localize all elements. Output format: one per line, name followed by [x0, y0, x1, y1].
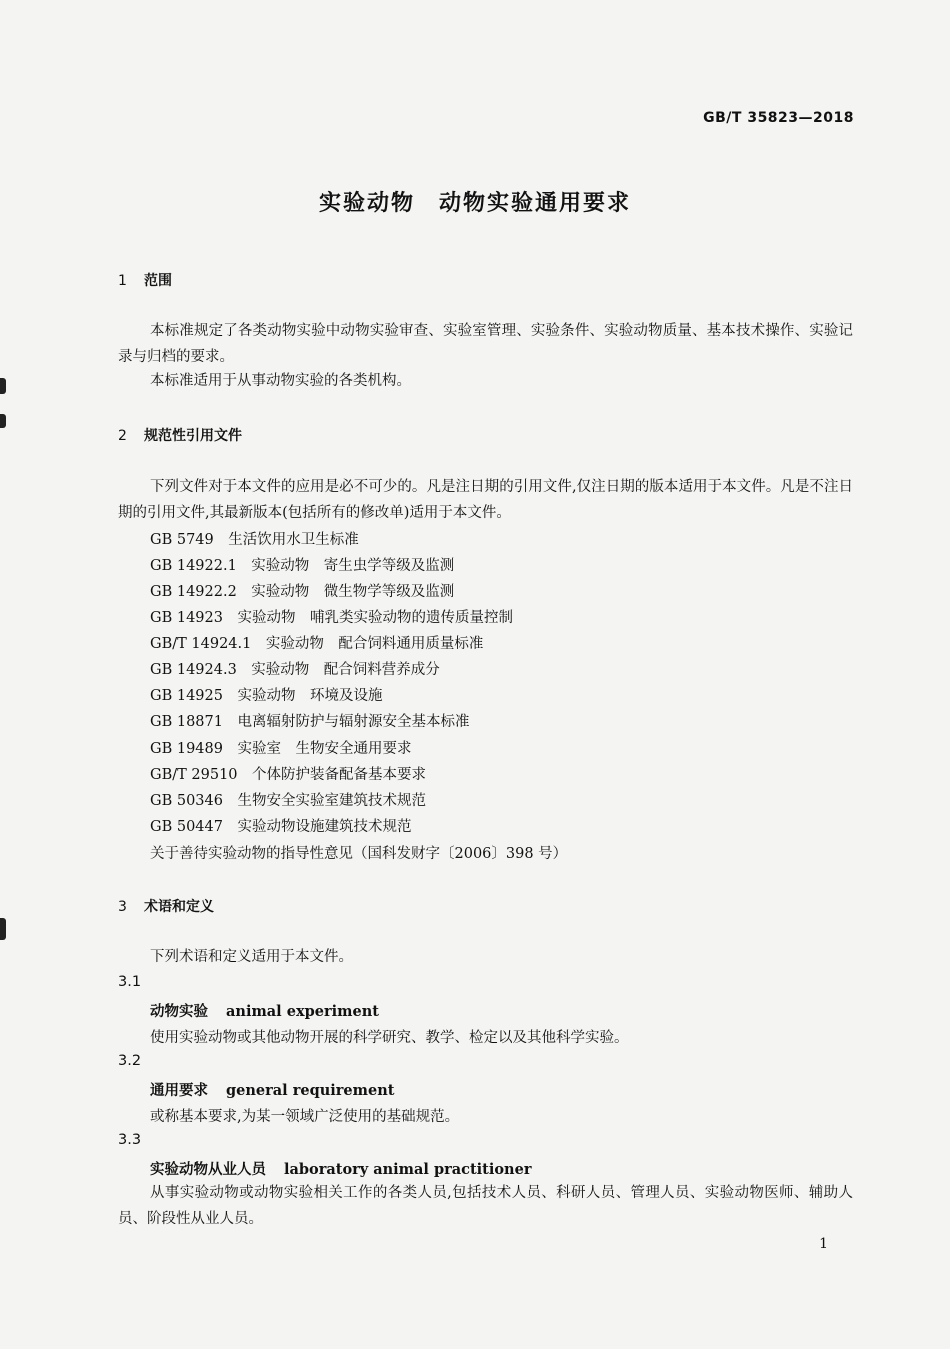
reference-item: 关于善待实验动物的指导性意见（国科发财字〔2006〕398 号） [150, 846, 568, 862]
reference-item: GB/T 29510 个体防护装备配备基本要求 [150, 767, 427, 783]
reference-item: GB 14923 实验动物 哺乳类实验动物的遗传质量控制 [150, 610, 513, 626]
section-title: 范围 [144, 273, 172, 289]
reference-item: GB 14925 实验动物 环境及设施 [150, 688, 383, 704]
references-intro: 下列文件对于本文件的应用是必不可少的。凡是注日期的引用文件,仅注日期的版本适用于本文件。凡是不注日期的引用文件,其最新版本(包括所有的修改单)适用于本文件。 [118, 479, 853, 521]
term-definition: 从事实验动物或动物实验相关工作的各类人员,包括技术人员、科研人员、管理人员、实验动物医师、辅助人员、阶段性从业人员。 [118, 1185, 853, 1227]
reference-item: GB 14924.3 实验动物 配合饲料营养成分 [150, 662, 440, 678]
reference-item: GB 19489 实验室 生物安全通用要求 [150, 741, 412, 757]
section-heading-3 [118, 896, 214, 916]
section-title: 规范性引用文件 [144, 428, 242, 444]
term-definition: 使用实验动物或其他动物开展的科学研究、教学、检定以及其他科学实验。 [150, 1030, 629, 1046]
term-en: laboratory animal practitioner [284, 1161, 532, 1178]
section-number: 2 [118, 428, 127, 444]
term-zh: 实验动物从业人员 [150, 1161, 266, 1178]
term-number: 3.3 [118, 1132, 142, 1148]
section-title: 术语和定义 [144, 899, 214, 915]
section-number: 1 [118, 273, 127, 289]
reference-item: GB 14922.1 实验动物 寄生虫学等级及监测 [150, 558, 455, 574]
term-zh: 动物实验 [150, 1003, 208, 1020]
term-heading [150, 1000, 379, 1021]
section-number: 3 [118, 899, 127, 915]
term-heading [150, 1079, 394, 1100]
scope-paragraph-1: 本标准规定了各类动物实验中动物实验审查、实验室管理、实验条件、实验动物质量、基本技术操作、实验记录与归档的要求。 [118, 323, 853, 365]
section-heading-2 [118, 425, 242, 445]
reference-item: GB 5749 生活饮用水卫生标准 [150, 532, 359, 548]
reference-item: GB 50346 生物安全实验室建筑技术规范 [150, 793, 426, 809]
reference-item: GB 50447 实验动物设施建筑技术规范 [150, 819, 412, 835]
page-number: 1 [819, 1236, 828, 1252]
reference-item: GB 14922.2 实验动物 微生物学等级及监测 [150, 584, 455, 600]
term-zh: 通用要求 [150, 1082, 208, 1099]
section-heading-1 [118, 270, 172, 290]
scan-edge-mark [0, 414, 6, 428]
term-number: 3.2 [118, 1053, 142, 1069]
term-en: animal experiment [226, 1003, 379, 1020]
standard-number: GB/T 35823—2018 [703, 110, 854, 126]
term-definition: 或称基本要求,为某一领域广泛使用的基础规范。 [150, 1109, 460, 1125]
scan-edge-mark [0, 378, 6, 394]
scope-paragraph-2: 本标准适用于从事动物实验的各类机构。 [150, 373, 411, 389]
term-heading [150, 1158, 531, 1179]
terms-intro: 下列术语和定义适用于本文件。 [150, 949, 353, 965]
document-title: 实验动物 动物实验通用要求 [318, 191, 631, 216]
scan-edge-mark [0, 918, 6, 940]
reference-item: GB 18871 电离辐射防护与辐射源安全基本标准 [150, 714, 470, 730]
term-number: 3.1 [118, 974, 142, 990]
term-en: general requirement [226, 1082, 395, 1099]
reference-item: GB/T 14924.1 实验动物 配合饲料通用质量标准 [150, 636, 484, 652]
